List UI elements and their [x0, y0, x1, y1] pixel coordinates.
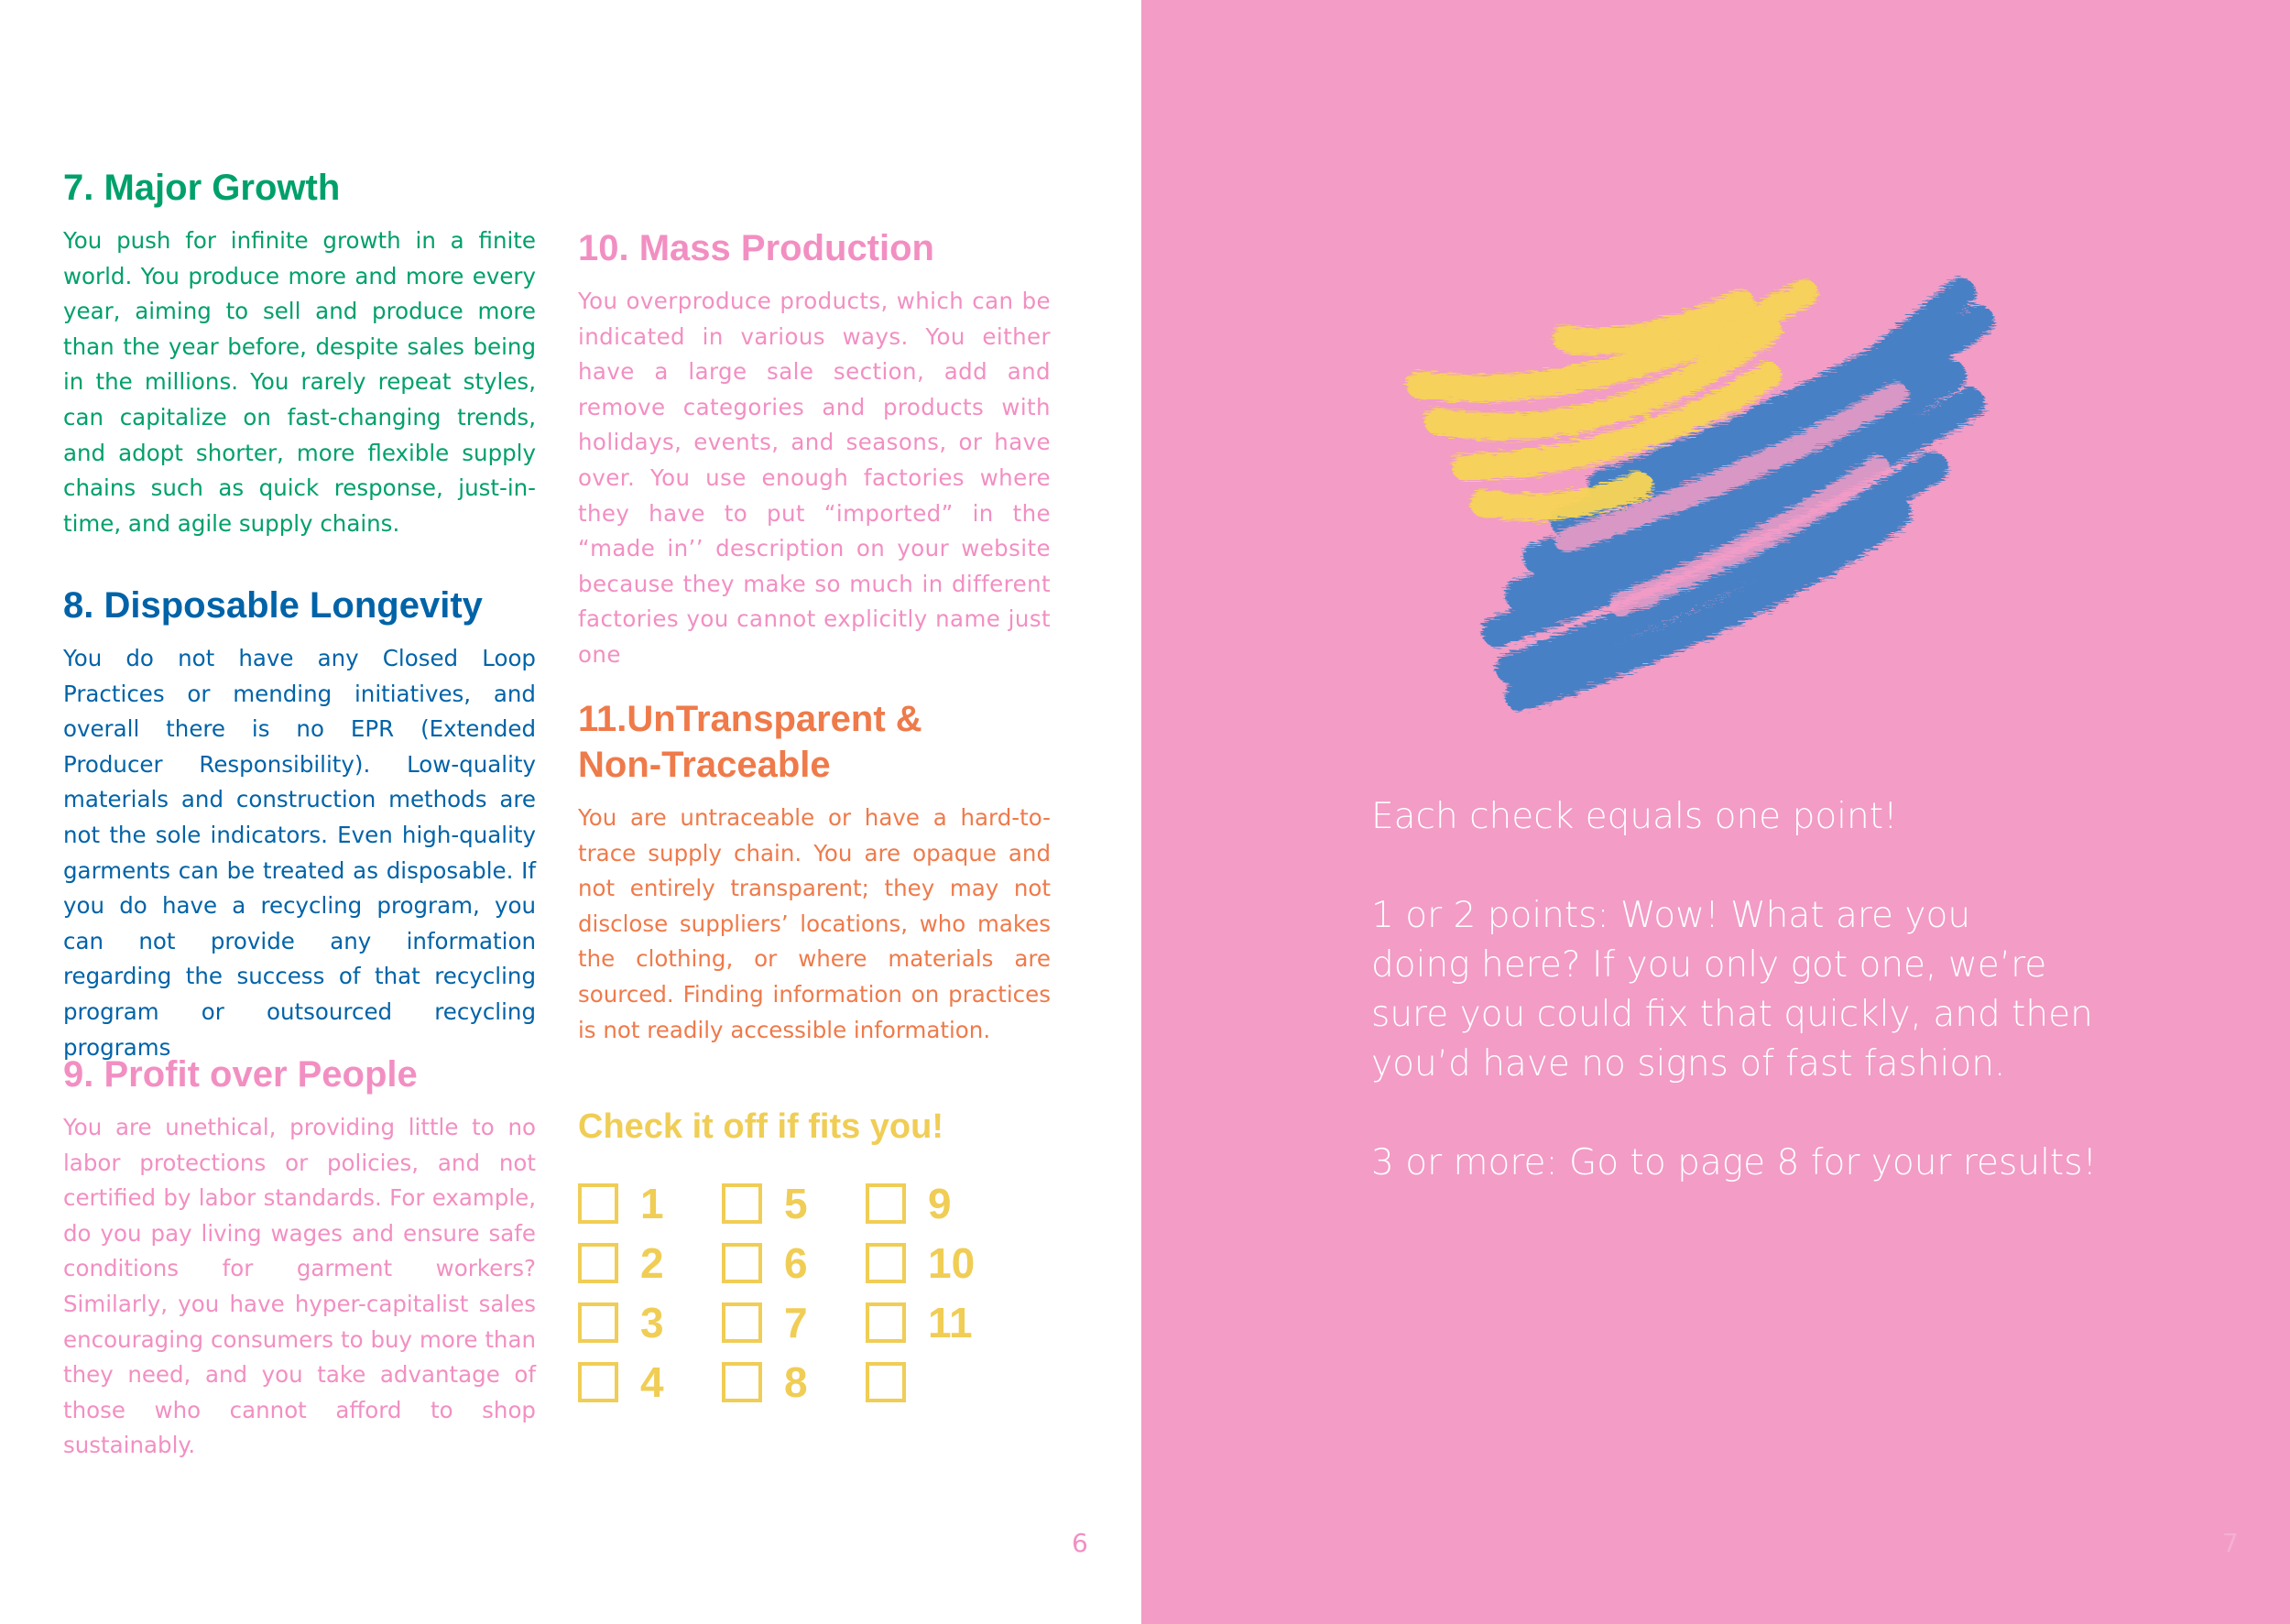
checkbox[interactable] [578, 1302, 618, 1343]
checkbox-label: 5 [784, 1180, 808, 1227]
checkbox[interactable] [866, 1302, 906, 1343]
checkbox-item[interactable] [578, 1236, 664, 1291]
section-major-growth [63, 165, 536, 541]
results-line: doing here? If you only got one, we’re [1371, 944, 2047, 986]
results-line: Each check equals one point! [1371, 796, 1898, 837]
checkbox-label: 10 [928, 1239, 976, 1287]
results-line: sure you could fix that quickly, and then [1371, 994, 2093, 1035]
checkbox-item[interactable] [722, 1236, 808, 1291]
section-title: 9. Profit over People [63, 1054, 418, 1095]
checkbox-item[interactable] [866, 1295, 973, 1350]
checkbox-item[interactable] [578, 1176, 664, 1231]
checkbox-label: 7 [784, 1299, 808, 1346]
section-untransparent [578, 696, 1051, 1048]
results-text [1371, 792, 2104, 1188]
checkbox-label: 9 [928, 1180, 952, 1227]
scribble-illustration [1383, 238, 2006, 751]
results-line: 3 or more: Go to page 8 for your results! [1371, 1142, 2098, 1183]
checkbox-label: 8 [784, 1358, 808, 1406]
section-title-line-2: Non-Traceable [578, 745, 831, 785]
section-profit-over-people [63, 1052, 536, 1464]
checkbox[interactable] [578, 1362, 618, 1402]
checkbox-item[interactable] [578, 1295, 664, 1350]
checkbox-label: 3 [640, 1299, 664, 1346]
section-body: You are unethical, providing little to no labor protections or policies, and not certified by labor standards. For example, do you pay living wages and ensure safe conditions for garment workers? Similarly, you have hyper-capitalist sales encouraging consumers to buy more than they need, and you take advantage of those who cannot afford to shop sustainably. [63, 1114, 536, 1459]
checkbox[interactable] [866, 1243, 906, 1283]
section-body: You do not have any Closed Loop Practices or mending initiatives, and overall there is no EPR (Extended Producer Responsibility). Low-quality materials and construction methods are not the sole indicators. Even high-quality garments can be treated as disposable. If you do have a recycling program, you can not provide any information regarding the success of that recycling program or outsourced recycling programs [63, 645, 536, 1061]
section-title: 7. Major Growth [63, 168, 341, 208]
checkbox-item[interactable] [866, 1236, 975, 1291]
checkbox[interactable] [578, 1243, 618, 1283]
section-title: 8. Disposable Longevity [63, 585, 483, 626]
checkbox-item[interactable] [866, 1355, 928, 1410]
checkbox[interactable] [866, 1362, 906, 1402]
section-body: You overproduce products, which can be indicated in various ways. You either have a large sale section, add and remove categories and products with holidays, events, and seasons, or have over. You use enough factories where they have to put “imported” in the “made in’’ description on your website because they make so much in different factories you cannot explicitly name just one [578, 288, 1051, 668]
section-body: You push for infinite growth in a finite world. You produce more and more every year, aiming to sell and produce more than the year before, despite sales being in the millions. You rarely repeat styles, can capitalize on fast-changing trends, and adopt shorter, more flexible supply chains such as quick response, just-in-time, and agile supply chains. [63, 227, 536, 537]
checkbox-item[interactable] [722, 1295, 808, 1350]
checkbox-item[interactable] [722, 1176, 808, 1231]
page-number-left: 6 [1072, 1528, 1088, 1558]
results-line: 1 or 2 points: Wow! What are you [1371, 895, 1971, 936]
page-number-right: 7 [2222, 1528, 2239, 1558]
section-title: 10. Mass Production [578, 228, 934, 268]
checkbox[interactable] [578, 1183, 618, 1224]
checkbox[interactable] [722, 1243, 762, 1283]
section-mass-production [578, 225, 1051, 673]
checkbox-item[interactable] [578, 1355, 664, 1410]
checkbox[interactable] [722, 1362, 762, 1402]
checkbox[interactable] [722, 1183, 762, 1224]
checklist-title: Check it off if fits you! [578, 1107, 943, 1146]
section-body: You are untraceable or have a hard-to-trace supply chain. You are opaque and not entirely transparent; they may not disclose suppliers’ locations, who makes the clothing, or where materials are sourced. Finding information on practices is not readily accessible information. [578, 804, 1051, 1043]
checkbox-label: 6 [784, 1239, 808, 1287]
section-title-line-1: 11.UnTransparent & [578, 699, 922, 739]
checkbox-item[interactable] [722, 1355, 808, 1410]
checkbox[interactable] [866, 1183, 906, 1224]
checkbox-label: 11 [928, 1299, 973, 1346]
checkbox-label: 2 [640, 1239, 664, 1287]
checkbox-label: 4 [640, 1358, 664, 1406]
checkbox-item[interactable] [866, 1176, 952, 1231]
section-disposable-longevity [63, 583, 536, 1065]
section-title [578, 696, 1051, 788]
checkbox-label: 1 [640, 1180, 664, 1227]
checkbox[interactable] [722, 1302, 762, 1343]
results-line: you’d have no signs of fast fashion. [1371, 1043, 2006, 1084]
